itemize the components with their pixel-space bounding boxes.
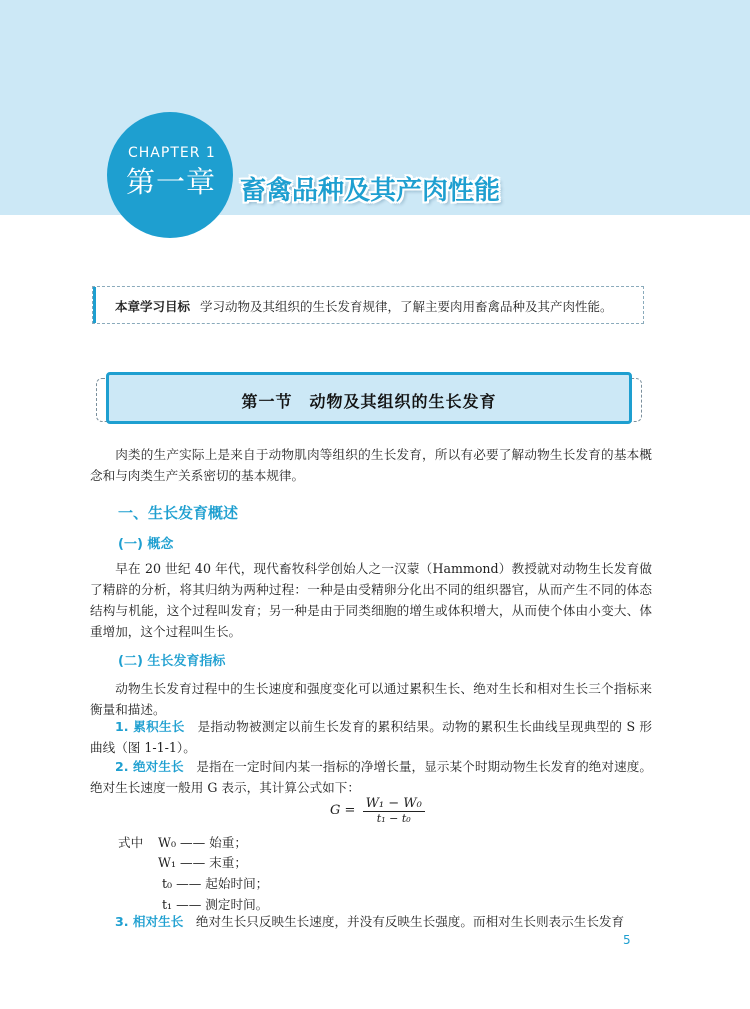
absolute-growth-text: 是指在一定时间内某一指标的净增长量，显示某个时期动物生长发育的绝对速度。绝对生长速度一般用 G 表示，其计算公式如下： bbox=[90, 759, 653, 795]
objectives-label: 本章学习目标 bbox=[115, 299, 191, 314]
var-t0: t₀ —— 起始时间； bbox=[162, 876, 269, 891]
formula-numerator: W₁ − W₀ bbox=[363, 796, 425, 812]
term-absolute-growth: 2. 绝对生长 bbox=[115, 759, 184, 774]
term-cumulative-growth: 1. 累积生长 bbox=[115, 719, 185, 734]
term-relative-growth: 3. 相对生长 bbox=[115, 914, 184, 929]
item-cumulative-growth bbox=[90, 716, 652, 758]
intro-paragraph bbox=[90, 444, 652, 486]
subheading-concept: (一) 概念 bbox=[118, 537, 174, 552]
subheading-indicators: (二) 生长发育指标 bbox=[118, 654, 226, 669]
indicators-paragraph bbox=[90, 678, 652, 720]
concept-text: 早在 20 世纪 40 年代，现代畜牧科学创始人之一汉蒙（Hammond）教授就对动物生长发育做了精辟的分析，将其归纳为两种过程：一种是由受精卵分化出不同的组织器官，从而产生不同的体态结构与机能，这个过程叫发育；另一种是由于同类细胞的增生或体积增大，从而使个体由小变大、体重增加，这个过程叫生长。 bbox=[90, 561, 652, 639]
relative-growth-text: 绝对生长只反映生长速度，并没有反映生长强度。而相对生长则表示生长发育 bbox=[195, 914, 625, 929]
var-w1: W₁ —— 末重； bbox=[158, 855, 247, 870]
intro-text: 肉类的生产实际上是来自于动物肌肉等组织的生长发育，所以有必要了解动物生长发育的基本概念和与肉类生产关系密切的基本规律。 bbox=[90, 447, 652, 483]
learning-objectives-box bbox=[92, 286, 644, 324]
learning-objectives bbox=[115, 297, 613, 315]
objectives-accent-bar bbox=[93, 287, 96, 323]
item-relative-growth bbox=[90, 911, 652, 932]
indicators-text: 动物生长发育过程中的生长速度和强度变化可以通过累积生长、绝对生长和相对生长三个指标来衡量和描述。 bbox=[90, 681, 652, 717]
objectives-text: 学习动物及其组织的生长发育规律，了解主要肉用畜禽品种及其产肉性能。 bbox=[200, 299, 613, 314]
page-number: 5 bbox=[623, 933, 631, 947]
concept-paragraph bbox=[90, 558, 652, 642]
var-w0: W₀ —— 始重； bbox=[158, 835, 247, 850]
formula-lhs: G = bbox=[330, 803, 356, 818]
chapter-number-en: CHAPTER 1 bbox=[128, 145, 216, 161]
section-title-box bbox=[106, 372, 632, 424]
heading-overview: 一、生长发育概述 bbox=[118, 504, 239, 522]
growth-formula bbox=[330, 796, 425, 825]
chapter-title: 畜禽品种及其产肉性能 bbox=[240, 176, 501, 206]
var-t1: t₁ —— 测定时间。 bbox=[162, 897, 269, 912]
formula-denominator: t₁ − t₀ bbox=[376, 812, 411, 825]
cumulative-growth-text: 是指动物被测定以前生长发育的累积结果。动物的累积生长曲线呈现典型的 S 形曲线（图 1-1-1）。 bbox=[90, 719, 653, 755]
item-absolute-growth bbox=[90, 756, 652, 798]
section-title: 第一节 动物及其组织的生长发育 bbox=[241, 392, 497, 411]
formula-fraction bbox=[363, 796, 425, 825]
chapter-number-cn: 第一章 bbox=[126, 165, 217, 199]
where-label: 式中 bbox=[118, 835, 144, 850]
